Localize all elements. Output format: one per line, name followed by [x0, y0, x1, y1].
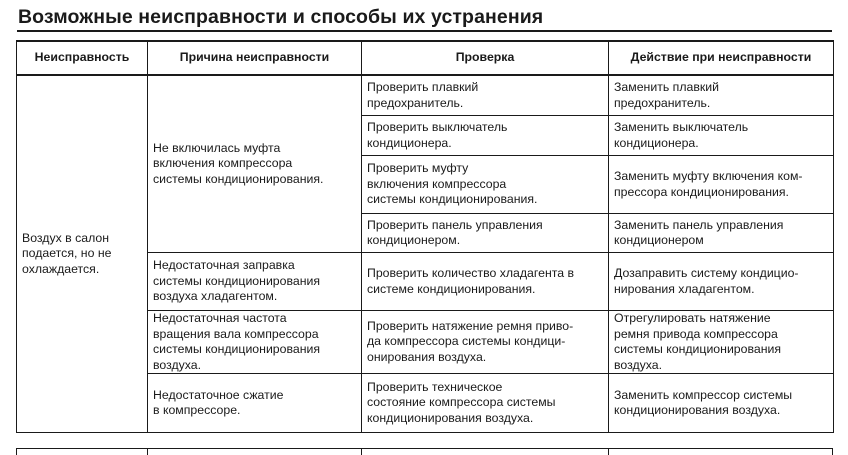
action-cell: Отрегулировать натяжение ремня привода компрессора системы кондиционирования воздуха. — [609, 311, 834, 374]
check-cell: Проверить муфту включения компрессора системы кондиционирования. — [362, 156, 609, 214]
cause-cell: Недостаточная частота вращения вала компрессора системы кондиционирования воздуха. — [148, 311, 362, 374]
column-header-action: Действие при неисправности — [609, 41, 834, 75]
check-cell: Проверить натяжение ремня приво- да компрессора системы кондици- онирования воздуха. — [362, 311, 609, 374]
action-cell: Заменить муфту включения ком- прессора кондиционирования. — [609, 156, 834, 214]
table-row — [17, 75, 834, 116]
cause-cell: Недостаточная заправка системы кондиционирования воздуха хладагентом. — [148, 253, 362, 311]
action-cell: Заменить компрессор системы кондиционирования воздуха. — [609, 374, 834, 433]
action-cell: Заменить панель управления кондиционером — [609, 214, 834, 253]
check-cell: Проверить количество хладагента в системе кондиционирования. — [362, 253, 609, 311]
column-header-check: Проверка — [362, 41, 609, 75]
continuation-cell — [608, 448, 833, 455]
fault-cell: Воздух в салон подается, но не охлаждается. — [17, 75, 148, 433]
check-cell: Проверить плавкий предохранитель. — [362, 75, 609, 116]
column-header-cause: Причина неисправности — [148, 41, 362, 75]
action-cell: Заменить плавкий предохранитель. — [609, 75, 834, 116]
title-divider — [17, 30, 832, 32]
header-row — [17, 41, 834, 75]
check-cell: Проверить панель управления кондиционером. — [362, 214, 609, 253]
check-cell: Проверить техническое состояние компрессора системы кондиционирования воздуха. — [362, 374, 609, 433]
page-title: Возможные неисправности и способы их устранения — [18, 6, 544, 28]
cause-cell: Недостаточное сжатие в компрессоре. — [148, 374, 362, 433]
faults-table — [16, 40, 834, 433]
continuation-cell — [361, 448, 608, 455]
column-header-fault: Неисправность — [17, 41, 148, 75]
cause-cell: Не включилась муфта включения компрессора системы кондиционирования. — [148, 75, 362, 253]
action-cell: Заменить выключатель кондиционера. — [609, 116, 834, 156]
continuation-cell — [16, 448, 147, 455]
table-continuation-row — [16, 448, 833, 455]
continuation-cell — [147, 448, 361, 455]
check-cell: Проверить выключатель кондиционера. — [362, 116, 609, 156]
action-cell: Дозаправить систему кондицио- нирования хладагентом. — [609, 253, 834, 311]
